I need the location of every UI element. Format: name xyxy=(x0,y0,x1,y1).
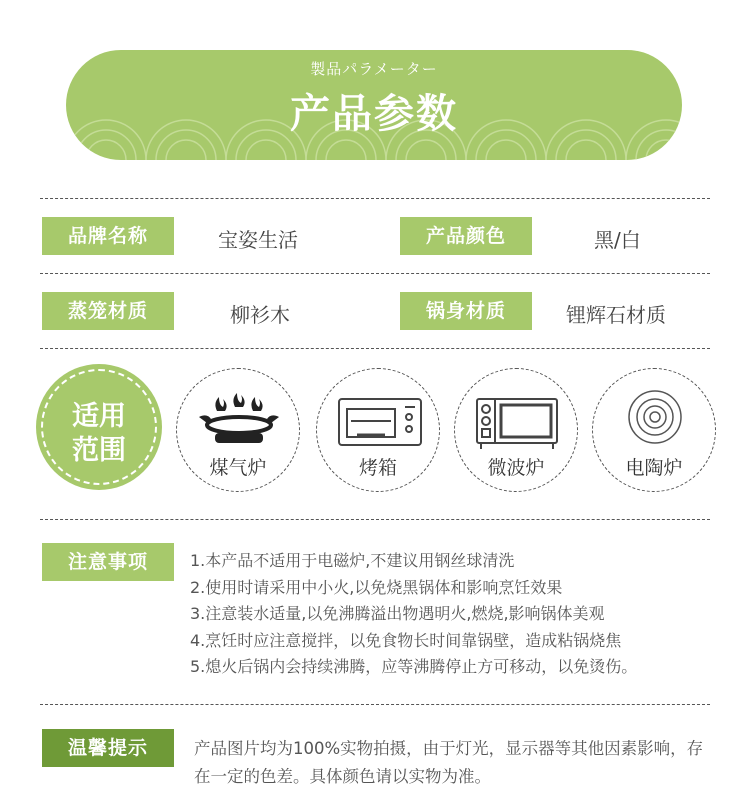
usage-item-microwave xyxy=(454,368,578,492)
tips-label: 温馨提示 xyxy=(42,729,174,767)
param-label-pot-material: 锅身材质 xyxy=(400,292,532,330)
usage-badge-line2: 范围 xyxy=(72,435,126,466)
divider xyxy=(40,198,710,199)
header-subtitle: 製品パラメーター xyxy=(310,60,438,78)
usage-item-gas-stove xyxy=(176,368,300,492)
param-value-pot-material: 锂辉石材质 xyxy=(566,303,666,327)
header-banner xyxy=(66,50,682,160)
usage-item-oven xyxy=(316,368,440,492)
notes-line: 1.本产品不适用于电磁炉,不建议用钢丝球清洗 xyxy=(190,551,515,570)
divider xyxy=(40,273,710,274)
usage-item-label: 煤气炉 xyxy=(209,457,267,479)
param-value-brand: 宝姿生活 xyxy=(218,228,298,252)
usage-item-label: 微波炉 xyxy=(487,457,545,479)
notes-line: 3.注意装水适量,以免沸腾溢出物遇明火,燃烧,影响锅体美观 xyxy=(190,604,605,623)
tips-text: 产品图片均为100%实物拍摄，由于灯光，显示器等其他因素影响，存在一定的色差。具体颜色请以实物为准。 xyxy=(194,739,704,786)
divider xyxy=(40,704,710,705)
notes-line: 2.使用时请采用中小火,以免烧黑锅体和影响烹饪效果 xyxy=(190,577,563,597)
divider xyxy=(40,348,710,349)
param-value-color: 黑/白 xyxy=(594,228,641,252)
notes-line: 5.熄火后锅内会持续沸腾，应等沸腾停止方可移动，以免烫伤。 xyxy=(190,657,638,676)
notes-label: 注意事项 xyxy=(42,543,174,581)
usage-badge xyxy=(36,364,162,490)
header-title: 产品参数 xyxy=(290,91,458,137)
divider xyxy=(40,519,710,520)
param-value-steamer-material: 柳衫木 xyxy=(230,303,290,327)
notes-list xyxy=(190,548,637,681)
param-label-steamer-material: 蒸笼材质 xyxy=(42,292,174,330)
param-label-color: 产品颜色 xyxy=(400,217,532,255)
notes-line: 4.烹饪时应注意搅拌，以免食物长时间靠锅壁，造成粘锅烧焦 xyxy=(190,630,622,650)
param-label-brand: 品牌名称 xyxy=(42,217,174,255)
usage-item-label: 烤箱 xyxy=(358,457,397,479)
usage-item-ceramic-cooktop xyxy=(592,368,716,492)
usage-item-label: 电陶炉 xyxy=(625,457,683,479)
usage-badge-line1: 适用 xyxy=(72,401,126,432)
